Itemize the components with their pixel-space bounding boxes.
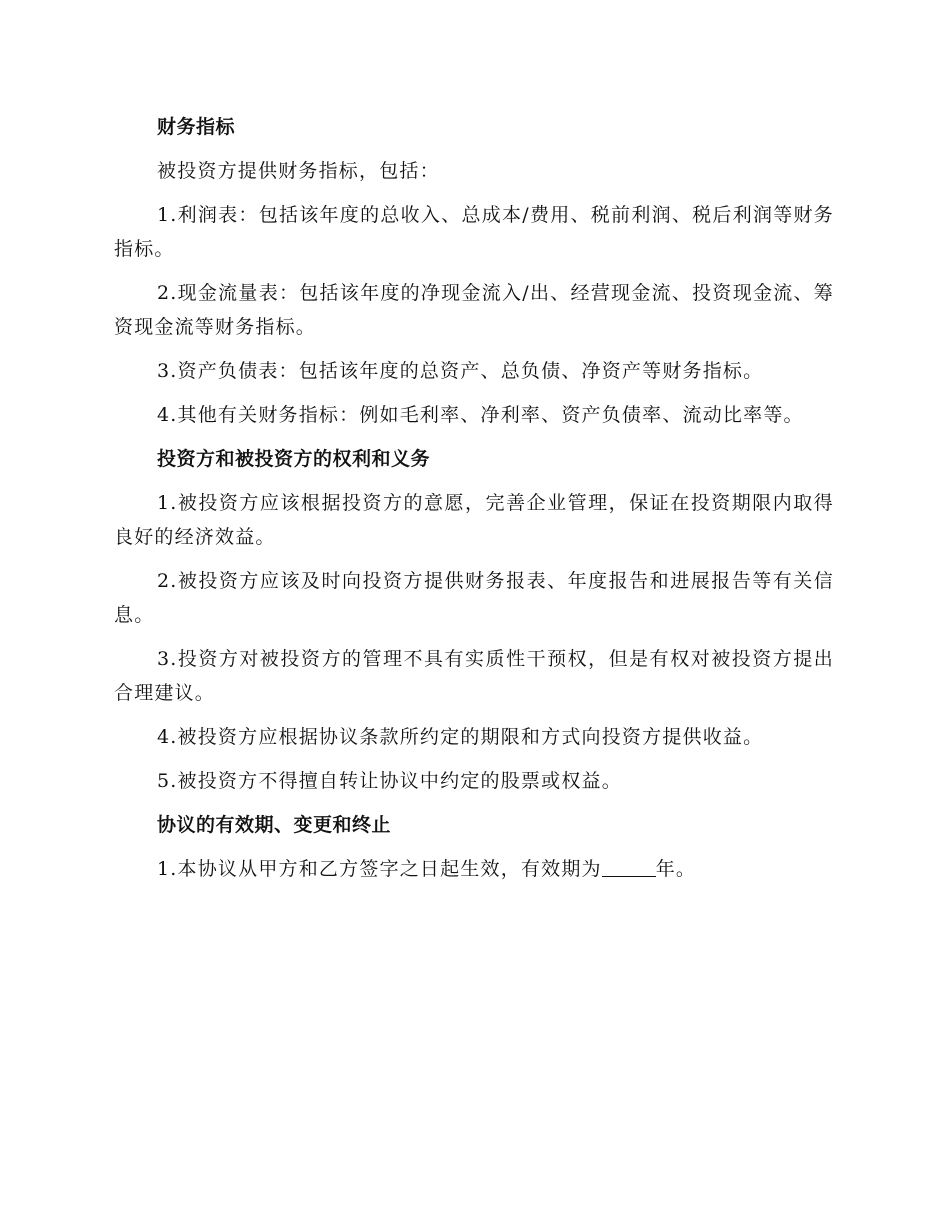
paragraph: 1.被投资方应该根据投资方的意愿，完善企业管理，保证在投资期限内取得良好的经济效益。 [114,492,834,548]
paragraph: 5.被投资方不得擅自转让协议中约定的股票或权益。 [157,770,622,792]
term-clause-text: 1.本协议从甲方和乙方签字之日起生效，有效期为 [157,858,602,880]
section-rights-obligations [114,442,834,798]
section-heading: 财务指标 [157,116,236,138]
paragraph: 被投资方提供财务指标，包括： [157,160,440,182]
term-clause-suffix: 年。 [655,858,697,880]
paragraph: 4.其他有关财务指标：例如毛利率、净利率、资产负债率、流动比率等。 [157,404,804,426]
section-financial-indicators [114,110,834,432]
paragraph: 2.被投资方应该及时向投资方提供财务报表、年度报告和进展报告等有关信息。 [114,570,834,626]
term-clause [114,852,834,886]
paragraph: 3.投资方对被投资方的管理不具有实质性干预权，但是有权对被投资方提出合理建议。 [114,648,834,704]
blank-fill-line [602,858,656,877]
paragraph: 4.被投资方应根据协议条款所约定的期限和方式向投资方提供收益。 [157,726,764,748]
document-body [114,110,834,896]
section-heading: 协议的有效期、变更和终止 [157,814,392,836]
paragraph: 3.资产负债表：包括该年度的总资产、总负债、净资产等财务指标。 [157,360,764,382]
paragraph: 2.现金流量表：包括该年度的净现金流入/出、经营现金流、投资现金流、筹资现金流等财务指标。 [114,282,834,338]
section-heading: 投资方和被投资方的权利和义务 [157,448,431,470]
paragraph: 1.利润表：包括该年度的总收入、总成本/费用、税前利润、税后利润等财务指标。 [114,204,834,260]
section-term-change-termination [114,808,834,886]
